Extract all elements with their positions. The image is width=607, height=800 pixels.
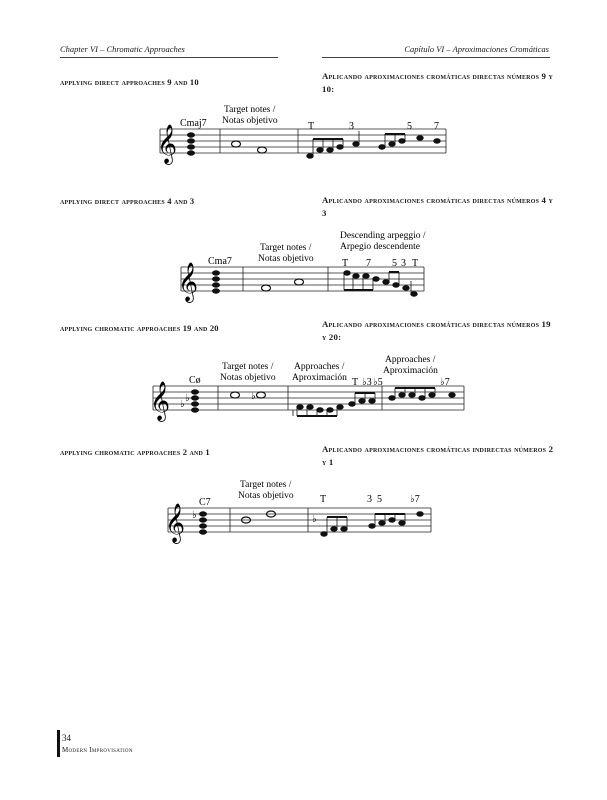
- annotation-target-notes-es: Notas objetivo: [222, 116, 278, 126]
- treble-clef: 𝄞: [150, 383, 171, 420]
- degree-label: 3: [367, 494, 372, 505]
- section-title-es: Aplicando aproximaciones cromáticas indirectas números 2 y 1: [322, 444, 554, 467]
- svg-text:♭: ♭: [251, 391, 256, 402]
- degree-label: 5: [377, 494, 382, 505]
- section-title-es: Aplicando aproximaciones cromáticas directas números 9 y 10:: [322, 71, 554, 94]
- section-title-en: applying direct approaches 9 and 10: [60, 77, 199, 87]
- flat-sign: ♭: [185, 393, 190, 404]
- annotation-descending-arpeggio: Descending arpeggio /: [340, 231, 426, 241]
- annotation-approaches-es: Aproximación: [292, 373, 347, 383]
- annotation-target-notes: Target notes /: [240, 480, 292, 490]
- chord-symbol: C7: [199, 497, 211, 508]
- degree-label: T: [342, 258, 349, 269]
- annotation-descending-arpeggio-es: Arpegio descendente: [340, 242, 420, 252]
- annotation-target-notes-es: Notas objetivo: [258, 254, 314, 264]
- melody-notes: [344, 271, 418, 297]
- annotation-target-notes: Target notes /: [222, 362, 274, 372]
- section-title-es: Aplicando aproximaciones cromáticas directas números 19 y 20:: [322, 319, 551, 342]
- section-title-es: Aplicando aproximaciones cromáticas directas números 4 y 3: [322, 195, 554, 218]
- treble-clef: 𝄞: [157, 126, 178, 163]
- running-header-right: Capítulo VI – Aproximaciones Cromáticas: [404, 44, 549, 54]
- degree-label: T: [352, 377, 359, 388]
- treble-clef: 𝄞: [178, 264, 199, 301]
- music-example-3: [0, 350, 607, 430]
- flat-sign: ♭: [192, 510, 197, 521]
- degree-label: ♭5: [373, 377, 383, 388]
- degree-label: 5: [392, 258, 397, 269]
- section-title-en: applying direct approaches 4 and 3: [60, 196, 195, 206]
- degree-label: ♭7: [410, 494, 420, 505]
- annotation-target-notes-es: Notas objetivo: [220, 373, 276, 383]
- degree-label: ♭3: [362, 377, 372, 388]
- flat-sign: ♭: [180, 399, 185, 410]
- chord-notes: [199, 511, 207, 534]
- section-title-en: applying chromatic approaches 19 and 20: [60, 323, 219, 333]
- chord-notes: [187, 132, 195, 155]
- music-example-2: [0, 226, 607, 306]
- degree-label: 7: [366, 258, 371, 269]
- page-number: 34: [62, 733, 71, 743]
- header-rule-left: [60, 57, 278, 58]
- chord-notes: [191, 389, 199, 412]
- section-title-en: applying chromatic approaches 2 and 1: [60, 447, 210, 457]
- degree-label: T: [320, 494, 327, 505]
- annotation-target-notes: Target notes /: [224, 105, 276, 115]
- degree-label: 7: [434, 121, 439, 132]
- whole-notes: [231, 392, 266, 398]
- treble-clef: 𝄞: [165, 505, 186, 542]
- degree-label: 3: [349, 121, 354, 132]
- annotation-approaches: Approaches /: [294, 362, 345, 372]
- degree-label: 3: [401, 258, 406, 269]
- chord-symbol: Cma7: [208, 256, 232, 267]
- degree-label: ♭7: [440, 377, 450, 388]
- degree-label: T: [308, 121, 315, 132]
- annotation-approaches-es: Aproximación: [383, 366, 438, 376]
- annotation-target-notes: Target notes /: [260, 243, 312, 253]
- chord-notes: [212, 270, 220, 293]
- melody-notes: [321, 512, 424, 537]
- book-title: Modern Improvisation: [62, 746, 133, 754]
- music-example-1: [0, 98, 607, 168]
- svg-text:♭: ♭: [312, 514, 317, 525]
- whole-notes: [242, 511, 276, 523]
- annotation-target-notes-es: Notas objetivo: [238, 491, 294, 501]
- footer-bar: [57, 730, 60, 757]
- degree-label: T: [412, 258, 419, 269]
- degree-label: 5: [407, 121, 412, 132]
- annotation-approaches: Approaches /: [385, 355, 436, 365]
- chord-symbol: Cmaj7: [180, 118, 207, 129]
- running-header-left: Chapter VI – Chromatic Approaches: [60, 44, 185, 54]
- music-example-4: [0, 474, 607, 554]
- chord-symbol: Cø: [189, 375, 201, 386]
- header-rule-right: [322, 57, 550, 58]
